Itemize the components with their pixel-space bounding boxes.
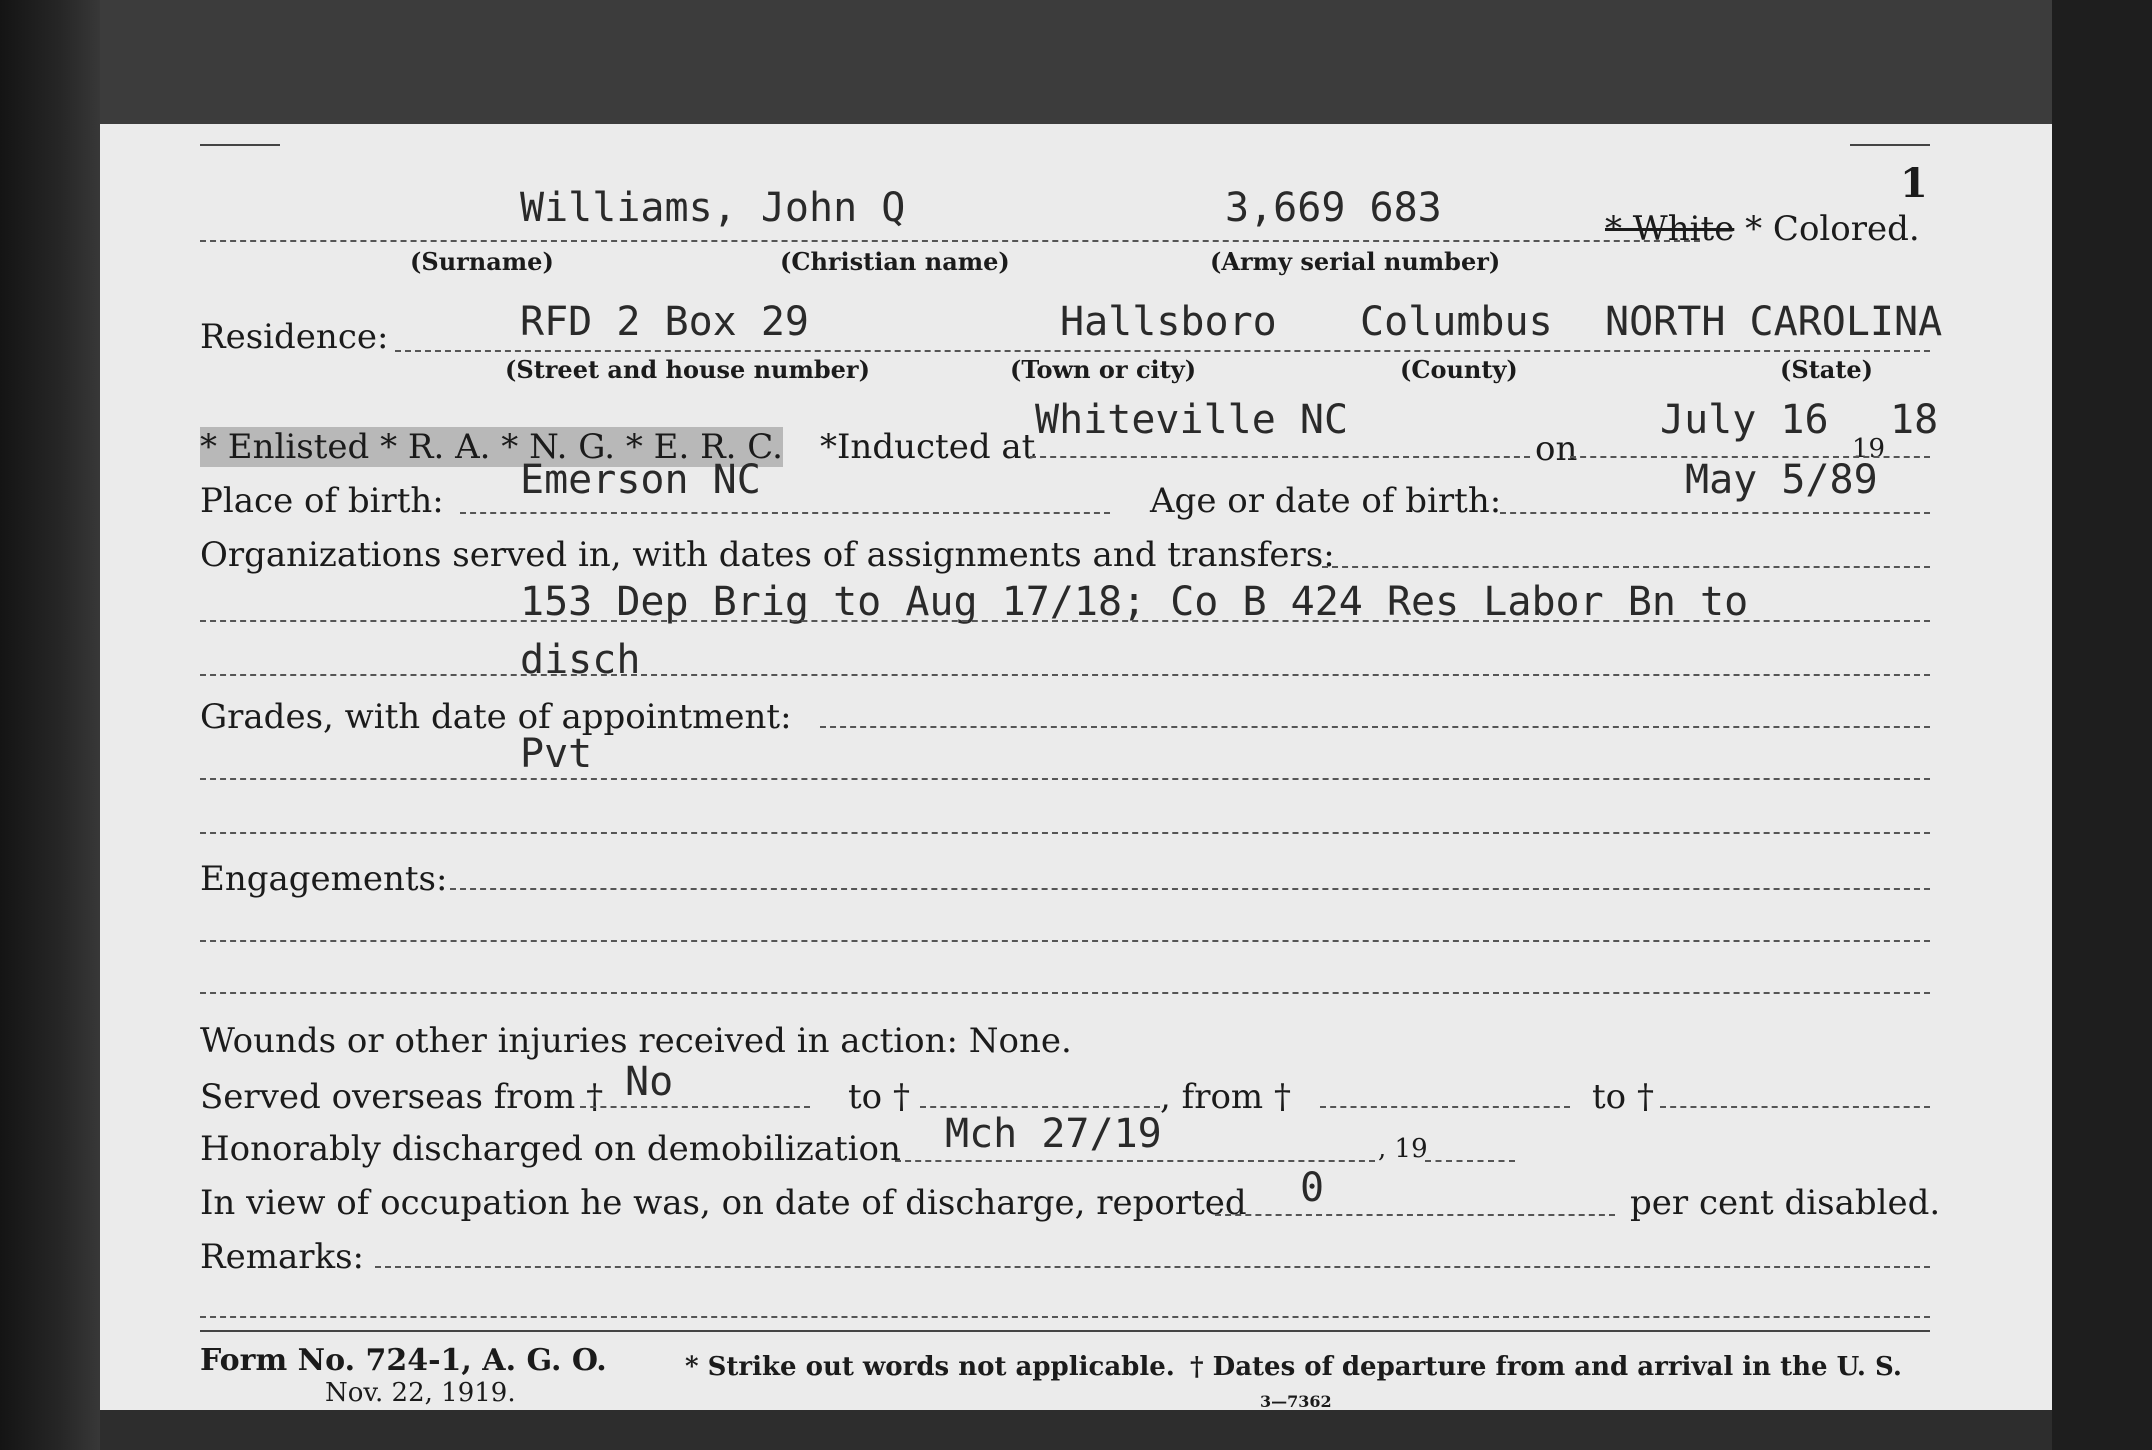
wounds-value: None.	[968, 1021, 1072, 1061]
serial-typed: 3,669 683	[1225, 185, 1442, 231]
wounds-row	[200, 1021, 1072, 1061]
age-line	[1500, 512, 1930, 514]
inducted-place-typed: Whiteville NC	[1035, 397, 1349, 443]
residence-line	[395, 350, 1930, 352]
organizations-line-0	[1322, 566, 1930, 568]
grades-label: Grades, with date of appointment:	[200, 697, 792, 737]
overseas-to2-label: to †	[1592, 1077, 1654, 1117]
discharge-label: Honorably discharged on demobilization	[200, 1129, 901, 1169]
discharge-year-prefix: , 19	[1378, 1134, 1428, 1164]
induction-year-typed: 18	[1890, 397, 1939, 443]
residence-label: Residence:	[200, 317, 389, 357]
scan-background-right	[2052, 0, 2152, 1450]
street-caption: (Street and house number)	[505, 355, 870, 384]
organizations-line-1	[200, 620, 1930, 622]
place-of-birth-line	[460, 512, 1110, 514]
form-date: Nov. 22, 1919.	[325, 1378, 516, 1408]
strike-note: * Strike out words not applicable.	[685, 1352, 1175, 1382]
state-caption: (State)	[1780, 355, 1874, 384]
overseas-from2-label: , from †	[1160, 1077, 1291, 1117]
inducted-label: *Inducted at	[820, 427, 1036, 467]
overseas-from2-line	[1320, 1106, 1570, 1108]
service-record-card	[100, 124, 2052, 1410]
page-number: 1	[1900, 160, 1928, 207]
enlisted-struck: * Enlisted * R. A. * N. G. * E. R. C.	[200, 427, 783, 467]
engagements-line-0	[450, 888, 1930, 890]
place-of-birth-typed: Emerson NC	[520, 457, 761, 503]
age-typed: May 5/89	[1685, 457, 1878, 503]
age-label: Age or date of birth:	[1150, 481, 1502, 521]
race-options	[1605, 209, 1920, 249]
disability-suffix: per cent disabled.	[1630, 1183, 1941, 1223]
engagements-label: Engagements:	[200, 859, 448, 899]
race-white-struck: * White	[1605, 209, 1735, 249]
organizations-line2-typed: disch	[520, 637, 641, 683]
residence-state-typed: NORTH CAROLINA	[1605, 299, 1943, 345]
overseas-label: Served overseas from †	[200, 1077, 604, 1117]
remarks-label: Remarks:	[200, 1237, 364, 1277]
town-caption: (Town or city)	[1010, 355, 1197, 384]
dates-note: † Dates of departure from and arrival in the U. S.	[1190, 1352, 1902, 1382]
disability-label: In view of occupation he was, on date of discharge, reported	[200, 1183, 1247, 1223]
grades-typed: Pvt	[520, 731, 593, 777]
discharge-date-typed: Mch 27/19	[945, 1111, 1162, 1157]
engagements-line-1	[200, 940, 1930, 942]
top-right-rule	[1850, 144, 1930, 146]
christian-name-caption: (Christian name)	[780, 247, 1010, 276]
top-left-rule	[200, 144, 280, 146]
race-colored: * Colored.	[1745, 209, 1920, 249]
overseas-to-label: to †	[848, 1077, 910, 1117]
remarks-line-0	[375, 1266, 1930, 1268]
name-line	[200, 240, 1700, 242]
wounds-label: Wounds or other injuries received in action:	[200, 1021, 958, 1061]
serial-caption: (Army serial number)	[1210, 247, 1501, 276]
year-prefix: 19	[1852, 434, 1886, 464]
footer-rule	[200, 1330, 1930, 1332]
county-caption: (County)	[1400, 355, 1518, 384]
print-code: 3—7362	[1260, 1392, 1332, 1411]
remarks-line-1	[200, 1316, 1930, 1318]
scan-background-top	[100, 0, 2152, 124]
residence-town-typed: Hallsboro	[1060, 299, 1277, 345]
scan-background-left	[0, 0, 100, 1450]
residence-street-typed: RFD 2 Box 29	[520, 299, 809, 345]
grades-line-1	[200, 778, 1930, 780]
overseas-from-typed: No	[625, 1059, 674, 1105]
discharge-date-line	[895, 1160, 1375, 1162]
inducted-line	[1030, 456, 1530, 458]
engagements-line-2	[200, 992, 1930, 994]
disability-typed: 0	[1300, 1165, 1325, 1211]
organizations-line-2	[200, 674, 1930, 676]
surname-caption: (Surname)	[410, 247, 554, 276]
discharge-year-line	[1425, 1160, 1515, 1162]
name-typed: Williams, John Q	[520, 185, 906, 231]
grades-line-2	[200, 832, 1930, 834]
place-of-birth-label: Place of birth:	[200, 481, 444, 521]
on-label: on	[1535, 429, 1578, 469]
disability-line	[1215, 1214, 1615, 1216]
overseas-from-line	[580, 1106, 810, 1108]
organizations-label: Organizations served in, with dates of assignments and transfers:	[200, 535, 1335, 575]
residence-county-typed: Columbus	[1360, 299, 1553, 345]
form-number: Form No. 724-1, A. G. O.	[200, 1343, 607, 1378]
overseas-to2-line	[1660, 1106, 1930, 1108]
overseas-to-line	[920, 1106, 1160, 1108]
induction-date-typed: July 16	[1660, 397, 1829, 443]
grades-line-0	[820, 726, 1930, 728]
organizations-line1-typed: 153 Dep Brig to Aug 17/18; Co B 424 Res Labor Bn to	[520, 579, 1749, 625]
